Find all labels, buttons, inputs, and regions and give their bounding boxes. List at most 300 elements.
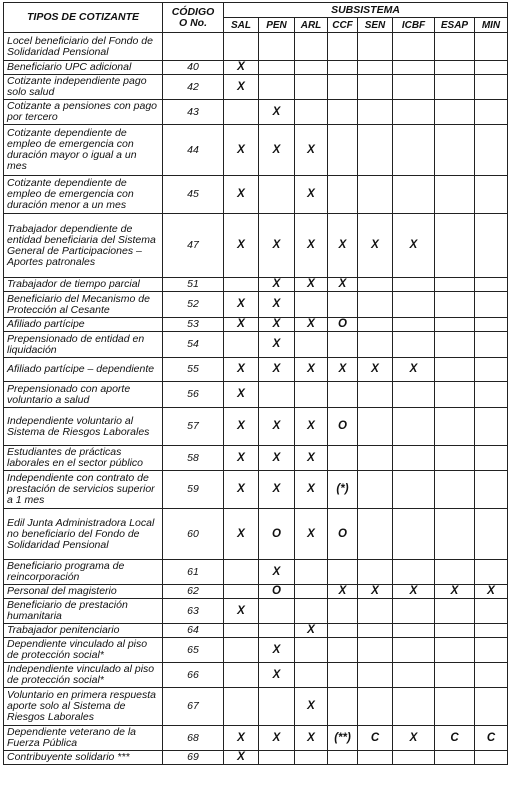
subsystem-mark-cell [393,75,435,100]
subsystem-mark-cell: X [259,332,295,358]
code-cell: 61 [163,560,224,585]
subsystem-mark-cell [259,688,295,726]
table-row [4,382,508,408]
header-col-sen: SEN [358,18,393,33]
subsystem-mark-cell [475,278,508,292]
subsystem-mark-cell [295,100,328,125]
subsystem-mark-cell: X [295,358,328,382]
subsystem-mark-cell [393,332,435,358]
subsystem-mark-cell [393,278,435,292]
cotizante-type-cell: Independiente vinculado al piso de protección social* [4,663,163,688]
subsystem-mark-cell [435,75,475,100]
subsystem-mark-cell: X [393,585,435,599]
subsystem-mark-cell: X [435,585,475,599]
table-row [4,358,508,382]
subsystem-mark-cell: X [393,214,435,278]
subsystem-mark-cell [475,599,508,624]
subsystem-mark-cell [328,100,358,125]
table-row [4,408,508,446]
table-row [4,663,508,688]
subsystem-mark-cell [358,408,393,446]
subsystem-mark-cell [328,125,358,176]
subsystem-mark-cell [435,33,475,61]
code-cell: 66 [163,663,224,688]
cotizante-type-cell: Afiliado partícipe [4,318,163,332]
table-row [4,61,508,75]
table-row [4,214,508,278]
subsystem-mark-cell [475,688,508,726]
cotizante-type-cell: Beneficiario programa de reincorporación [4,560,163,585]
subsystem-mark-cell [435,509,475,560]
subsystem-mark-cell: X [224,75,259,100]
code-cell [163,33,224,61]
cotizante-type-cell: Prepensionado con aporte voluntario a salud [4,382,163,408]
subsystem-mark-cell [224,560,259,585]
subsystem-mark-cell: X [295,214,328,278]
subsystem-mark-cell: C [358,726,393,751]
subsystem-mark-cell: X [259,292,295,318]
subsystem-mark-cell: X [259,100,295,125]
subsystem-mark-cell: X [295,726,328,751]
subsystem-mark-cell [435,599,475,624]
subsystem-mark-cell [358,509,393,560]
table-row [4,125,508,176]
table-row [4,585,508,599]
subsystem-mark-cell [328,75,358,100]
table-row [4,560,508,585]
header-col-min: MIN [475,18,508,33]
cotizante-type-cell: Locel beneficiario del Fondo de Solidaridad Pensional [4,33,163,61]
header-col-sal: SAL [224,18,259,33]
header-col-pen: PEN [259,18,295,33]
subsystem-mark-cell: X [259,663,295,688]
header-col-arl: ARL [295,18,328,33]
cotizante-type-cell: Cotizante independiente pago solo salud [4,75,163,100]
subsystem-mark-cell [328,638,358,663]
subsystem-mark-cell [328,624,358,638]
table-row [4,726,508,751]
subsystem-mark-cell [224,688,259,726]
cotizante-type-cell: Independiente con contrato de prestación de servicios superior a 1 mes [4,471,163,509]
subsystem-mark-cell [259,624,295,638]
subsystem-mark-cell: X [295,688,328,726]
subsystem-mark-cell [224,332,259,358]
table-row [4,292,508,318]
subsystem-mark-cell [475,33,508,61]
subsystem-mark-cell: (**) [328,726,358,751]
subsystem-mark-cell [435,358,475,382]
subsystem-mark-cell [393,408,435,446]
subsystem-mark-cell [393,624,435,638]
subsystem-mark-cell: X [259,446,295,471]
subsystem-mark-cell [435,100,475,125]
code-cell: 53 [163,318,224,332]
cotizante-type-cell: Voluntario en primera respuesta aporte solo al Sistema de Riesgos Laborales [4,688,163,726]
code-cell: 62 [163,585,224,599]
subsystem-mark-cell [475,408,508,446]
cotizante-type-cell: Trabajador penitenciario [4,624,163,638]
code-cell: 68 [163,726,224,751]
subsystem-mark-cell [475,176,508,214]
cotizante-type-cell: Contribuyente solidario *** [4,751,163,765]
table-row [4,332,508,358]
header-subsystem: SUBSISTEMA [224,3,508,18]
table-row [4,751,508,765]
subsystem-mark-cell [435,176,475,214]
cotizante-type-cell: Trabajador de tiempo parcial [4,278,163,292]
subsystem-mark-cell [393,471,435,509]
subsystem-mark-cell: X [295,408,328,446]
subsystem-mark-cell [358,75,393,100]
subsystem-mark-cell: X [295,278,328,292]
subsystem-mark-cell: X [224,382,259,408]
subsystem-mark-cell [328,446,358,471]
subsystem-mark-cell [224,585,259,599]
subsystem-mark-cell [295,599,328,624]
subsystem-mark-cell [475,318,508,332]
code-cell: 67 [163,688,224,726]
subsystem-mark-cell [393,292,435,318]
code-cell: 57 [163,408,224,446]
subsystem-mark-cell [475,471,508,509]
cotizante-type-cell: Estudiantes de prácticas laborales en el sector público [4,446,163,471]
subsystem-mark-cell [358,292,393,318]
subsystem-mark-cell [259,61,295,75]
subsystem-mark-cell: X [224,318,259,332]
subsystem-mark-cell [259,75,295,100]
code-cell: 55 [163,358,224,382]
subsystem-mark-cell: O [328,408,358,446]
subsystem-mark-cell: X [224,726,259,751]
subsystem-mark-cell: X [295,509,328,560]
subsystem-mark-cell: X [224,176,259,214]
subsystem-mark-cell [358,446,393,471]
subsystem-mark-cell: O [328,318,358,332]
subsystem-mark-cell: O [259,509,295,560]
subsystem-mark-cell [475,509,508,560]
subsystem-mark-cell [328,176,358,214]
subsystem-mark-cell [358,471,393,509]
subsystem-mark-cell [295,332,328,358]
subsystem-mark-cell [259,382,295,408]
subsystem-mark-cell [435,471,475,509]
table-row [4,318,508,332]
subsystem-mark-cell [358,33,393,61]
subsystem-mark-cell [358,61,393,75]
subsystem-mark-cell: X [259,358,295,382]
subsystem-mark-cell [393,509,435,560]
subsystem-mark-cell: X [259,726,295,751]
subsystem-mark-cell [393,33,435,61]
code-cell: 54 [163,332,224,358]
subsystem-mark-cell [475,358,508,382]
subsystem-mark-cell: X [259,471,295,509]
cotizante-type-cell: Cotizante dependiente de empleo de emergencia con duración menor a un mes [4,176,163,214]
table-row [4,100,508,125]
subsystem-mark-cell: X [295,446,328,471]
subsystem-mark-cell [259,751,295,765]
subsystem-mark-cell [224,278,259,292]
subsystem-mark-cell [435,332,475,358]
subsystem-mark-cell: X [328,278,358,292]
subsystem-mark-cell [224,33,259,61]
subsystem-mark-cell [393,751,435,765]
subsystem-mark-cell [328,560,358,585]
subsystem-mark-cell [435,446,475,471]
subsystem-mark-cell [475,292,508,318]
subsystem-mark-cell: X [328,358,358,382]
subsystem-mark-cell [358,332,393,358]
subsystem-mark-cell: X [259,560,295,585]
subsystem-mark-cell: X [295,471,328,509]
subsystem-mark-cell [393,446,435,471]
code-cell: 56 [163,382,224,408]
code-cell: 52 [163,292,224,318]
subsystem-mark-cell [358,599,393,624]
subsystem-mark-cell [475,560,508,585]
subsystem-mark-cell: X [259,638,295,663]
contributor-types-table [3,2,508,765]
subsystem-mark-cell [475,446,508,471]
cotizante-type-cell: Independiente voluntario al Sistema de Riesgos Laborales [4,408,163,446]
subsystem-mark-cell [328,292,358,318]
subsystem-mark-cell: X [224,61,259,75]
subsystem-mark-cell [475,125,508,176]
subsystem-mark-cell: X [224,125,259,176]
code-cell: 58 [163,446,224,471]
table-row [4,176,508,214]
subsystem-mark-cell: X [224,446,259,471]
table-row [4,599,508,624]
code-cell: 60 [163,509,224,560]
subsystem-mark-cell: O [259,585,295,599]
subsystem-mark-cell: X [224,599,259,624]
subsystem-mark-cell: X [358,214,393,278]
cotizante-type-cell: Personal del magisterio [4,585,163,599]
subsystem-mark-cell [393,176,435,214]
code-cell: 59 [163,471,224,509]
subsystem-mark-cell [435,292,475,318]
subsystem-mark-cell [435,278,475,292]
subsystem-mark-cell [328,599,358,624]
subsystem-mark-cell [475,332,508,358]
table-row [4,471,508,509]
table-row [4,624,508,638]
subsystem-mark-cell [358,125,393,176]
document-page [3,2,508,765]
subsystem-mark-cell: X [295,125,328,176]
subsystem-mark-cell [295,61,328,75]
subsystem-mark-cell: X [224,214,259,278]
table-row [4,688,508,726]
subsystem-mark-cell: X [224,292,259,318]
code-cell: 43 [163,100,224,125]
table-row [4,33,508,61]
table-row [4,638,508,663]
cotizante-type-cell: Dependiente vinculado al piso de protección social* [4,638,163,663]
table-row [4,75,508,100]
subsystem-mark-cell: X [224,509,259,560]
cotizante-type-cell: Dependiente veterano de la Fuerza Pública [4,726,163,751]
subsystem-mark-cell [224,663,259,688]
cotizante-type-cell: Cotizante dependiente de empleo de emergencia con duración mayor o igual a un mes [4,125,163,176]
subsystem-mark-cell [358,382,393,408]
subsystem-mark-cell: X [328,585,358,599]
subsystem-mark-cell [358,751,393,765]
cotizante-type-cell: Cotizante a pensiones con pago por tercero [4,100,163,125]
subsystem-mark-cell: X [224,471,259,509]
subsystem-mark-cell [393,382,435,408]
subsystem-mark-cell [475,214,508,278]
code-cell: 63 [163,599,224,624]
subsystem-mark-cell [224,624,259,638]
subsystem-mark-cell: X [295,176,328,214]
cotizante-type-cell: Prepensionado de entidad en liquidación [4,332,163,358]
table-row [4,509,508,560]
code-cell: 42 [163,75,224,100]
subsystem-mark-cell [259,176,295,214]
subsystem-mark-cell [475,663,508,688]
header-code-line1: CÓDIGO [171,5,215,18]
code-cell: 47 [163,214,224,278]
subsystem-mark-cell [328,61,358,75]
subsystem-mark-cell: X [295,624,328,638]
subsystem-mark-cell [328,332,358,358]
subsystem-mark-cell: (*) [328,471,358,509]
subsystem-mark-cell [435,624,475,638]
code-cell: 64 [163,624,224,638]
subsystem-mark-cell [475,61,508,75]
subsystem-mark-cell [358,318,393,332]
subsystem-mark-cell [295,75,328,100]
subsystem-mark-cell [393,688,435,726]
subsystem-mark-cell [475,638,508,663]
subsystem-mark-cell [435,638,475,663]
code-cell: 45 [163,176,224,214]
subsystem-mark-cell [393,599,435,624]
subsystem-mark-cell: X [358,358,393,382]
subsystem-mark-cell: X [475,585,508,599]
subsystem-mark-cell [295,751,328,765]
subsystem-mark-cell [393,638,435,663]
subsystem-mark-cell [475,100,508,125]
subsystem-mark-cell [358,688,393,726]
subsystem-mark-cell: X [224,358,259,382]
cotizante-type-cell: Trabajador dependiente de entidad beneficiaria del Sistema General de Participaciones – Aportes patronales [4,214,163,278]
code-cell: 44 [163,125,224,176]
subsystem-mark-cell [295,585,328,599]
subsystem-mark-cell [358,638,393,663]
subsystem-mark-cell [393,125,435,176]
subsystem-mark-cell [393,100,435,125]
subsystem-mark-cell [435,560,475,585]
subsystem-mark-cell: X [259,214,295,278]
subsystem-mark-cell: X [259,318,295,332]
subsystem-mark-cell [295,33,328,61]
subsystem-mark-cell [393,663,435,688]
subsystem-mark-cell [393,61,435,75]
subsystem-mark-cell [224,100,259,125]
subsystem-mark-cell [358,624,393,638]
subsystem-mark-cell [435,663,475,688]
cotizante-type-cell: Beneficiario UPC adicional [4,61,163,75]
subsystem-mark-cell [259,33,295,61]
subsystem-mark-cell [295,560,328,585]
subsystem-mark-cell [475,75,508,100]
header-code-line2: O No. [179,16,207,29]
subsystem-mark-cell [435,408,475,446]
subsystem-mark-cell [475,382,508,408]
cotizante-type-cell: Beneficiario del Mecanismo de Protección al Cesante [4,292,163,318]
subsystem-mark-cell [475,624,508,638]
subsystem-mark-cell [328,688,358,726]
header-col-icbf: ICBF [393,18,435,33]
subsystem-mark-cell [435,61,475,75]
subsystem-mark-cell: C [435,726,475,751]
subsystem-mark-cell [435,751,475,765]
subsystem-mark-cell [358,663,393,688]
subsystem-mark-cell [295,663,328,688]
subsystem-mark-cell: X [224,408,259,446]
cotizante-type-cell: Afiliado partícipe – dependiente [4,358,163,382]
table-row [4,446,508,471]
subsystem-mark-cell [358,560,393,585]
subsystem-mark-cell [435,318,475,332]
subsystem-mark-cell [358,278,393,292]
subsystem-mark-cell [295,292,328,318]
subsystem-mark-cell [435,382,475,408]
subsystem-mark-cell: X [224,751,259,765]
code-cell: 65 [163,638,224,663]
subsystem-mark-cell [295,382,328,408]
subsystem-mark-cell [393,560,435,585]
code-cell: 51 [163,278,224,292]
header-code [163,3,224,33]
subsystem-mark-cell: C [475,726,508,751]
subsystem-mark-cell: X [259,278,295,292]
subsystem-mark-cell: X [259,125,295,176]
subsystem-mark-cell [328,751,358,765]
header-type: TIPOS DE COTIZANTE [4,3,163,33]
subsystem-mark-cell: X [295,318,328,332]
code-cell: 69 [163,751,224,765]
subsystem-mark-cell [393,318,435,332]
header-col-ccf: CCF [328,18,358,33]
header-col-esap: ESAP [435,18,475,33]
table-row [4,278,508,292]
subsystem-mark-cell: X [358,585,393,599]
subsystem-mark-cell: X [259,408,295,446]
subsystem-mark-cell: O [328,509,358,560]
subsystem-mark-cell [475,751,508,765]
subsystem-mark-cell [358,100,393,125]
subsystem-mark-cell: X [393,358,435,382]
subsystem-mark-cell [328,382,358,408]
subsystem-mark-cell [295,638,328,663]
subsystem-mark-cell [328,663,358,688]
subsystem-mark-cell [435,125,475,176]
subsystem-mark-cell [435,688,475,726]
subsystem-mark-cell [259,599,295,624]
cotizante-type-cell: Beneficiario de prestación humanitaria [4,599,163,624]
table-body [4,33,508,765]
cotizante-type-cell: Edil Junta Administradora Local no beneficiario del Fondo de Solidaridad Pensional [4,509,163,560]
subsystem-mark-cell [358,176,393,214]
subsystem-mark-cell: X [393,726,435,751]
subsystem-mark-cell [224,638,259,663]
code-cell: 40 [163,61,224,75]
subsystem-mark-cell: X [328,214,358,278]
